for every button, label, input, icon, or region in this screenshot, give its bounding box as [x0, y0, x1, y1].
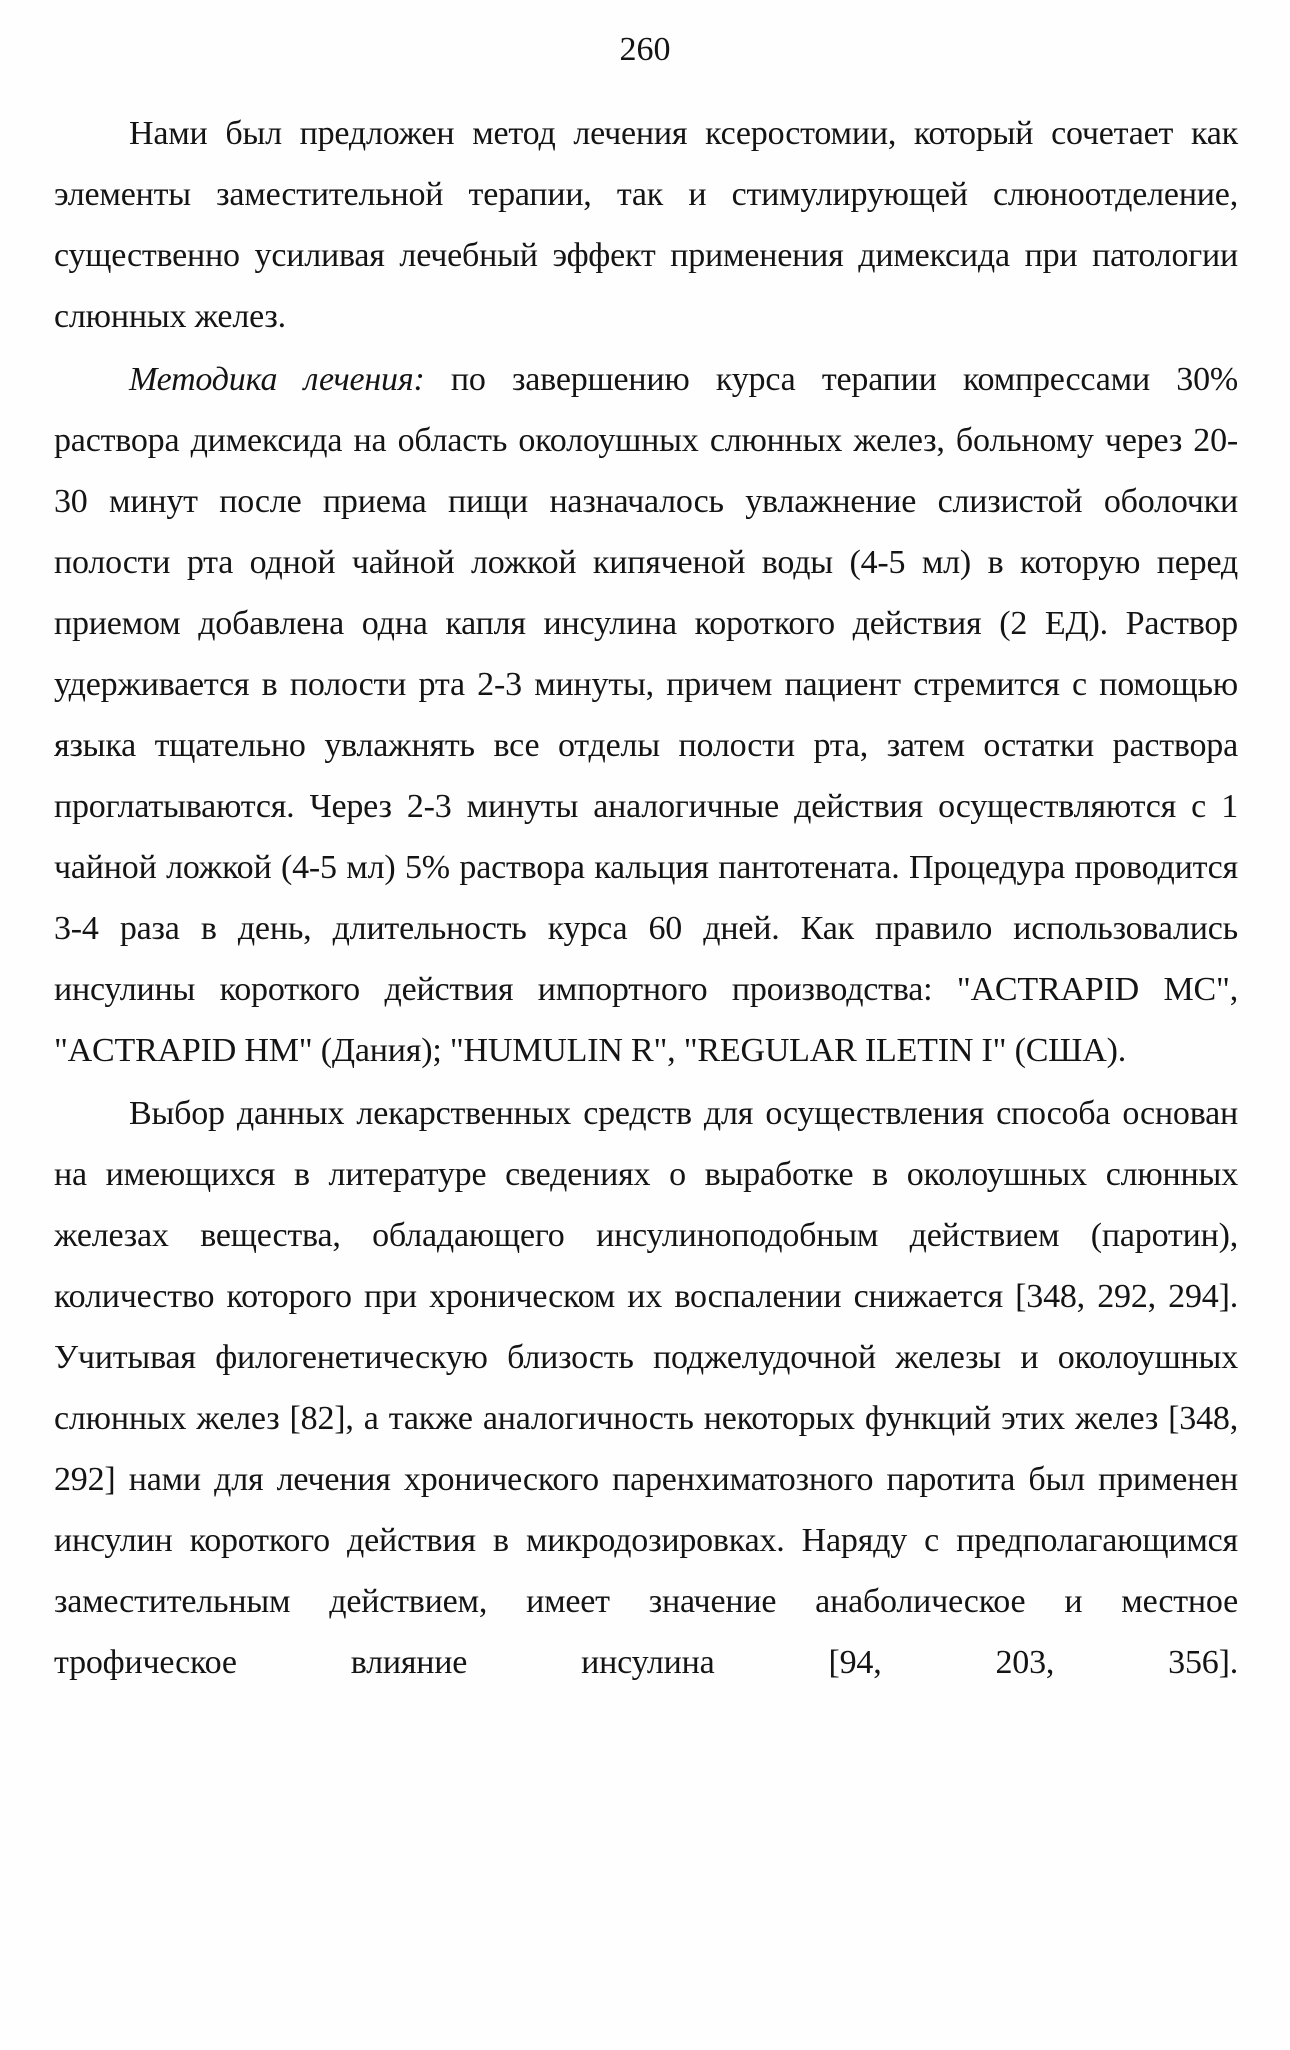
page-number: 260 [619, 31, 671, 68]
body-text [54, 103, 1238, 1695]
paragraph-method-lead: Методика лечения: [129, 361, 425, 398]
paragraph-rationale [54, 1083, 1238, 1693]
paragraph-method-text: по завершению курса терапии компрессами 30% раствора димексида на область околоушных слюнных желез, больному через 20-30 минут после приема пищи назначалось увлажнение слизистой оболочки полости рта одной чайной ложкой кипяченой воды (4-5 мл) в которую перед приемом добавлена одна капля инсулина короткого действия (2 ЕД). Раствор удерживается в полости рта 2-3 минуты, причем пациент стремится с помощью языка тщательно увлажнять все отделы полости рта, затем остатки раствора проглатываются. Через 2-3 минуты аналогичные действия осуществляются с 1 чайной ложкой (4-5 мл) 5% раствора кальция пантотената. Процедура проводится 3-4 раза в день, длительность курса 60 дней. Как правило использовались инсулины короткого действия импортного производства: "ACTRAPID MC", "ACTRAPID HM" (Дания); "HUMULIN R", "REGULAR ILETIN I" (США). [54, 361, 1238, 1069]
paragraph-method [54, 349, 1238, 1081]
paragraph-intro-text: Нами был предложен метод лечения ксеростомии, который сочетает как элементы заместительной терапии, так и стимулирующей слюноотделение, существенно усиливая лечебный эффект применения димексида при патологии слюнных желез. [54, 115, 1238, 335]
paragraph-intro [54, 103, 1238, 347]
paragraph-rationale-text: Выбор данных лекарственных средств для осуществления способа основан на имеющихся в литературе сведениях о выработке в околоушных слюнных железах вещества, обладающего инсулиноподобным действием (паротин), количество которого при хроническом их воспалении снижается [348, 292, 294]. Учитывая филогенетическую близость поджелудочной железы и околоушных слюнных желез [82], а также аналогичность некоторых функций этих желез [348, 292] нами для лечения хронического паренхиматозного паротита был применен инсулин короткого действия в микродозировках. Наряду с предполагающимся заместительным действием, имеет значение анаболическое и местное трофическое влияние инсулина [94, 203, 356]. [54, 1095, 1238, 1681]
